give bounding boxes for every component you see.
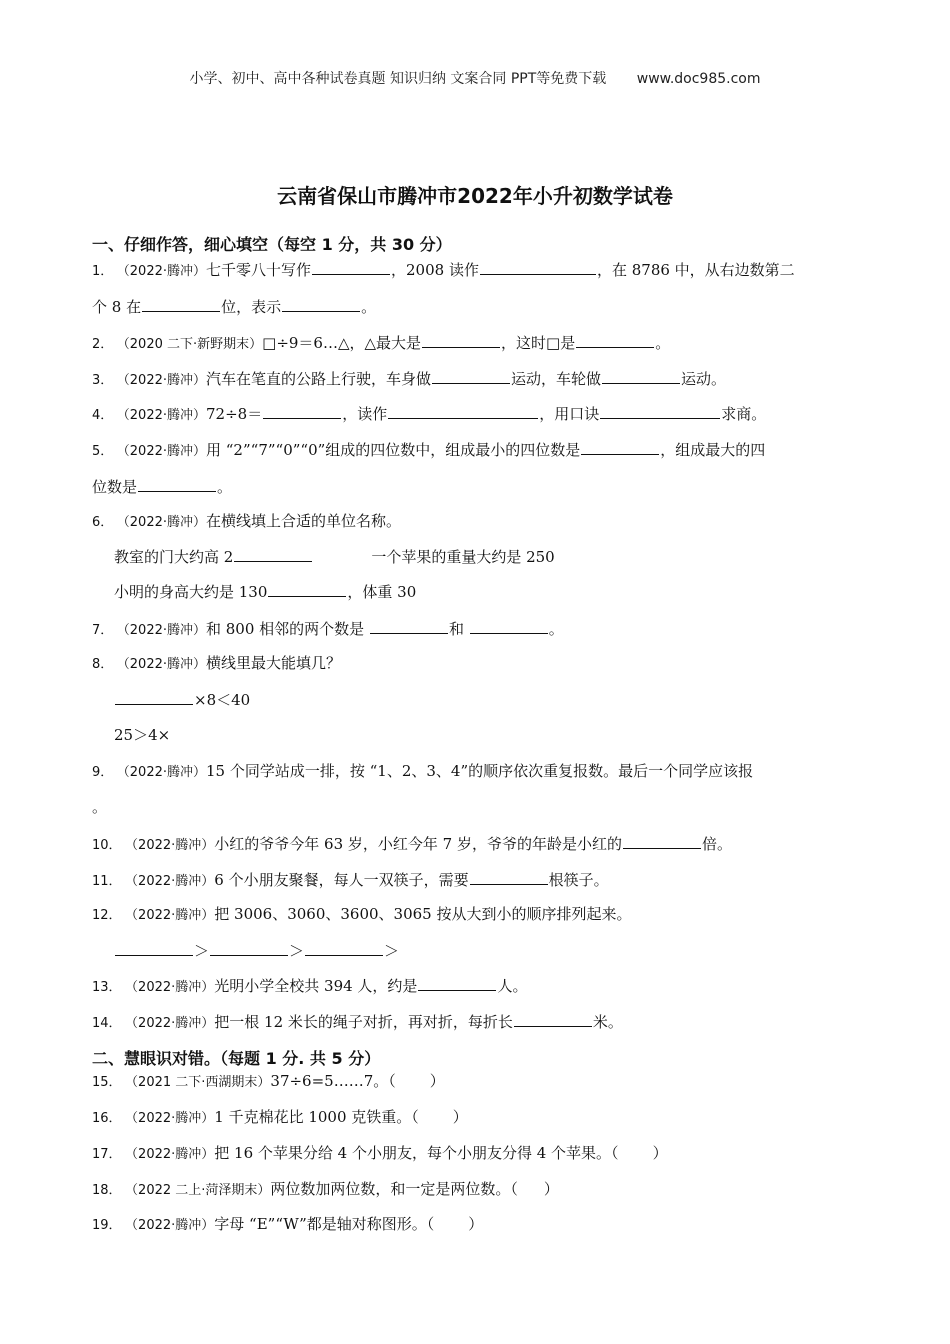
question-5: 5． （2022·腾冲）用 “2”“7”“0”“0”组成的四位数中，组成最小的四位数是 ，组成最大的四 bbox=[92, 441, 766, 459]
question-6-row-2: 小明的身高大约是 130 ，体重 30 bbox=[114, 583, 417, 601]
answer-blank[interactable] bbox=[305, 940, 383, 956]
question-8-row-2: 25＞4× bbox=[114, 726, 171, 744]
answer-blank[interactable] bbox=[581, 439, 659, 455]
question-18: 18． （2022 二上·菏泽期末）两位数加两位数，和一定是两位数。（ ） bbox=[92, 1180, 559, 1198]
answer-blank[interactable] bbox=[623, 833, 701, 849]
question-19: 19． （2022·腾冲）字母 “E”“W”都是轴对称图形。（ ） bbox=[92, 1215, 484, 1233]
answer-blank[interactable] bbox=[234, 546, 312, 562]
question-5-cont: 位数是 。 bbox=[92, 478, 233, 496]
answer-blank[interactable] bbox=[422, 332, 500, 348]
answer-blank[interactable] bbox=[210, 940, 288, 956]
answer-blank[interactable] bbox=[268, 581, 346, 597]
question-7: 7． （2022·腾冲）和 800 相邻的两个数是 和 。 bbox=[92, 620, 564, 638]
question-4: 4． （2022·腾冲）72÷8＝ ，读作 ，用口诀 求商。 bbox=[92, 405, 767, 423]
question-12: 12． （2022·腾冲）把 3006、3060、3600、3065 按从大到小的顺序排列起来。 bbox=[92, 905, 632, 923]
question-14: 14． （2022·腾冲）把一根 12 米长的绳子对折，再对折，每折长 米。 bbox=[92, 1013, 623, 1031]
question-9-cont: 。 bbox=[92, 798, 108, 816]
question-10: 10． （2022·腾冲）小红的爷爷今年 63 岁，小红今年 7 岁，爷爷的年龄是小红的 倍。 bbox=[92, 835, 732, 853]
answer-blank[interactable] bbox=[514, 1011, 592, 1027]
answer-blank[interactable] bbox=[142, 296, 220, 312]
question-6: 6． （2022·腾冲）在横线填上合适的单位名称。 bbox=[92, 512, 402, 530]
answer-blank[interactable] bbox=[576, 332, 654, 348]
answer-blank[interactable] bbox=[470, 869, 548, 885]
answer-blank[interactable] bbox=[388, 403, 538, 419]
question-9: 9． （2022·腾冲）15 个同学站成一排，按 “1、2、3、4”的顺序依次重复报数。最后一个同学应该报 bbox=[92, 762, 754, 780]
answer-blank[interactable] bbox=[115, 940, 193, 956]
question-2: 2． （2020 二下·新野期末）□÷9＝6…△，△最大是 ，这时□是 。 bbox=[92, 334, 671, 352]
question-source: （2022·腾冲） bbox=[123, 264, 206, 279]
section-1-heading: 一、仔细作答，细心填空（每空 1 分，共 30 分） bbox=[92, 235, 452, 254]
question-3: 3． （2022·腾冲）汽车在笔直的公路上行驶，车身做 运动，车轮做 运动。 bbox=[92, 370, 727, 388]
question-6-row-1: 教室的门大约高 2 一个苹果的重量大约是 250 bbox=[114, 548, 555, 566]
question-17: 17． （2022·腾冲）把 16 个苹果分给 4 个小朋友，每个小朋友分得 4 个苹果。（ ） bbox=[92, 1144, 668, 1162]
answer-blank[interactable] bbox=[602, 368, 680, 384]
question-1-cont: 个 8 在 位，表示 。 bbox=[92, 298, 377, 316]
section-2-heading: 二、慧眼识对错。（每题 1 分. 共 5 分） bbox=[92, 1049, 381, 1068]
question-15: 15． （2021 二下·西湖期末）37÷6=5……7。（ ） bbox=[92, 1072, 445, 1090]
page-title: 云南省保山市腾冲市2022年小升初数学试卷 bbox=[277, 184, 673, 208]
answer-blank[interactable] bbox=[312, 259, 390, 275]
header-site[interactable]: www.doc985.com bbox=[636, 71, 761, 87]
question-number: 1． bbox=[92, 264, 114, 279]
answer-blank[interactable] bbox=[600, 403, 720, 419]
answer-blank[interactable] bbox=[263, 403, 341, 419]
question-13: 13． （2022·腾冲）光明小学全校共 394 人，约是 人。 bbox=[92, 977, 528, 995]
answer-blank[interactable] bbox=[432, 368, 510, 384]
answer-blank[interactable] bbox=[115, 689, 193, 705]
question-11: 11． （2022·腾冲）6 个小朋友聚餐，每人一双筷子，需要 根筷子。 bbox=[92, 871, 609, 889]
answer-blank[interactable] bbox=[418, 975, 496, 991]
question-12-row: ＞ ＞ ＞ bbox=[114, 940, 399, 961]
question-1: 1． （2022·腾冲）七千零八十写作 ，2008 读作 ，在 8786 中，从右边数第二 bbox=[92, 261, 795, 279]
header-text: 小学、初中、高中各种试卷真题 知识归纳 文案合同 PPT等免费下载 bbox=[189, 71, 607, 87]
page-header bbox=[0, 68, 950, 88]
question-16: 16． （2022·腾冲）1 千克棉花比 1000 克铁重。（ ） bbox=[92, 1108, 468, 1126]
answer-blank[interactable] bbox=[470, 618, 548, 634]
answer-blank[interactable] bbox=[282, 296, 360, 312]
answer-blank[interactable] bbox=[138, 476, 216, 492]
answer-blank[interactable] bbox=[480, 259, 596, 275]
answer-blank[interactable] bbox=[370, 618, 448, 634]
question-8: 8． （2022·腾冲）横线里最大能填几？ bbox=[92, 654, 342, 672]
question-8-row-1: ×8＜40 bbox=[114, 689, 250, 710]
